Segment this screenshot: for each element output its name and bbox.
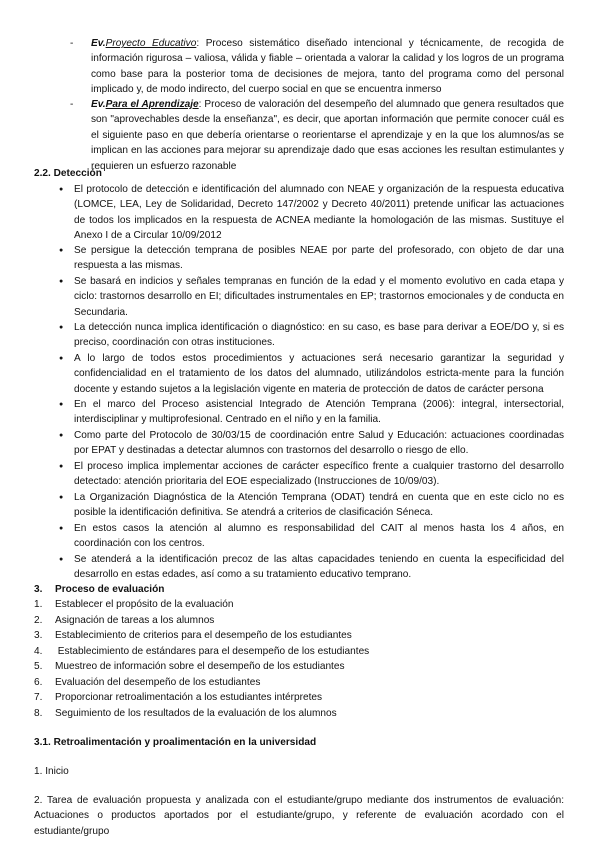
list-item: Seguimiento de los resultados de la evaluación de los alumnos xyxy=(55,708,337,719)
list-item-number: 3. xyxy=(34,630,43,641)
item-text: : Proceso de valoración del desempeño del alumnado que genera resultados que son "aprovechables desde la enseñanza", es decir, que aportan información que permite conocer cuál es el siguiente paso en que debería orientarse o reorientarse el aprendizaje y en la que los alumnos/as se implican en las acciones para mejorar su aprendizaje dado que esas acciones les resultan estimulantes y requieren un esfuerzo razonable xyxy=(91,99,564,172)
bullet-icon: ● xyxy=(59,432,64,439)
bullet-item: El proceso implica implementar acciones de carácter específico frente a cualquier trastorno del desarrollo detectado: atención prioritaria del EOE especializado (Instrucciones de 10/09/03). xyxy=(74,461,564,488)
list-item-number: 1. xyxy=(34,599,43,610)
list-item-number: 6. xyxy=(34,677,43,688)
list-item: Proporcionar retroalimentación a los estudiantes intérpretes xyxy=(55,692,323,703)
paragraph-inicio: 1. Inicio xyxy=(34,766,69,777)
bullet-item: El protocolo de detección e identificación del alumnado con NEAE y organización de la respuesta educativa (LOMCE, LEA, Ley de Solidaridad, Decreto 147/2002 y Decreto 40/2011) pretende unificar las actuaciones de todos los implicados en la respuesta de ACNEA mediante la homologación de las mismas. Sustituye el Anexo I de a Circular 10/09/2012 xyxy=(74,184,564,242)
list-item: Establecimiento de criterios para el desempeño de los estudiantes xyxy=(55,630,352,641)
bullet-item: En estos casos la atención al alumno es responsabilidad del CAIT al menos hasta los 4 años, en coordinación con los centros. xyxy=(74,523,564,550)
list-item-number: 4. xyxy=(34,646,43,657)
item-prefix: Ev. xyxy=(91,99,106,110)
bullet-item: Se persigue la detección temprana de posibles NEAE por parte del profesorado, con objeto de dar una respuesta a las mismas. xyxy=(74,245,564,272)
list-item: Muestreo de información sobre el desempeño de los estudiantes xyxy=(55,661,345,672)
bullet-item: Se basará en indicios y señales tempranas en función de la edad y el momento evolutivo en cada etapa y ciclo: trastornos desarrollo en EI; dificultades instrumentales en EP; trastornos emocionales y de conducta en Secundaria. xyxy=(74,276,564,318)
dash-marker: - xyxy=(70,38,74,49)
bullet-item: La detección nunca implica identificación o diagnóstico: en su caso, es base para derivar a EOE/DO y, si es preciso, coordinación con otras instituciones. xyxy=(74,322,564,349)
bullet-icon: ● xyxy=(59,324,64,331)
section-number-3: 3. xyxy=(34,584,43,595)
evaluacion-item-aprendizaje xyxy=(91,97,564,174)
bullet-icon: ● xyxy=(59,355,64,362)
section-heading-3-1: 3.1. Retroalimentación y proalimentación en la universidad xyxy=(34,737,317,748)
list-item: Establecimiento de estándares para el desempeño de los estudiantes xyxy=(55,646,370,657)
list-item-number: 7. xyxy=(34,692,43,703)
section-heading-2-2: 2.2. Detección xyxy=(34,168,102,179)
item-term: Proyecto Educativo xyxy=(105,38,197,49)
bullet-icon: ● xyxy=(59,247,64,254)
item-text: : Proceso sistemático diseñado intencional y técnicamente, de recogida de información rigurosa – valiosa, válida y fiable – orientada a valorar la calidad y los logros de un programa como base para la posterior toma de decisiones de mejora, tanto del programa como del personal implicado y, de modo indirecto, del cuerpo social en que se encuentra inmerso xyxy=(91,38,564,96)
item-prefix: Ev. xyxy=(91,38,106,49)
list-item-number: 2. xyxy=(34,615,43,626)
bullet-icon: ● xyxy=(59,525,64,532)
evaluacion-item-proyecto xyxy=(91,36,564,98)
list-item: Evaluación del desempeño de los estudiantes xyxy=(55,677,261,688)
bullet-icon: ● xyxy=(59,556,64,563)
bullet-icon: ● xyxy=(59,278,64,285)
section-heading-3: Proceso de evaluación xyxy=(55,584,165,595)
bullet-icon: ● xyxy=(59,186,64,193)
bullet-item: A lo largo de todos estos procedimientos y actuaciones será necesario garantizar la seguridad y confidencialidad en el tratamiento de los datos del alumnado, utilizándolos estricta-mente para la función docente y estando sujetos a la legislación vigente en materia de protección de datos de carácter persona xyxy=(74,353,564,395)
list-item: Asignación de tareas a los alumnos xyxy=(55,615,215,626)
list-item-number: 8. xyxy=(34,708,43,719)
bullet-item: La Organización Diagnóstica de la Atención Temprana (ODAT) tendrá en cuenta que en este ciclo no es posible la identificación definitiva. Se atendrá a criterios de clasificación Séneca. xyxy=(74,492,564,519)
bullet-icon: ● xyxy=(59,463,64,470)
bullet-item: En el marco del Proceso asistencial Integrado de Atención Temprana (2006): integral, intersectorial, interdisciplinar y multiprofesional. Centrado en el niño y en la familia. xyxy=(74,399,564,426)
list-item-number: 5. xyxy=(34,661,43,672)
bullet-icon: ● xyxy=(59,401,64,408)
bullet-icon: ● xyxy=(59,494,64,501)
dash-marker: - xyxy=(70,99,74,110)
list-item: Establecer el propósito de la evaluación xyxy=(55,599,234,610)
bullet-item: Como parte del Protocolo de 30/03/15 de coordinación entre Salud y Educación: actuaciones coordinadas por EPAT y destinadas a detectar alumnos con trastornos del desarrollo o riesgo de ello. xyxy=(74,430,564,457)
item-term: Para el Aprendizaje xyxy=(105,99,199,110)
bullet-item: Se atenderá a la identificación precoz de las altas capacidades teniendo en cuenta la especificidad del desarrollo en estas edades, así como a su tratamiento educativo temprano. xyxy=(74,554,564,581)
paragraph-tarea: 2. Tarea de evaluación propuesta y analizada con el estudiante/grupo mediante dos instrumentos de evaluación: Actuaciones o productos aportados por el estudiante/grupo, y referente de evaluación acordado con el estudiante/grupo xyxy=(34,795,564,837)
